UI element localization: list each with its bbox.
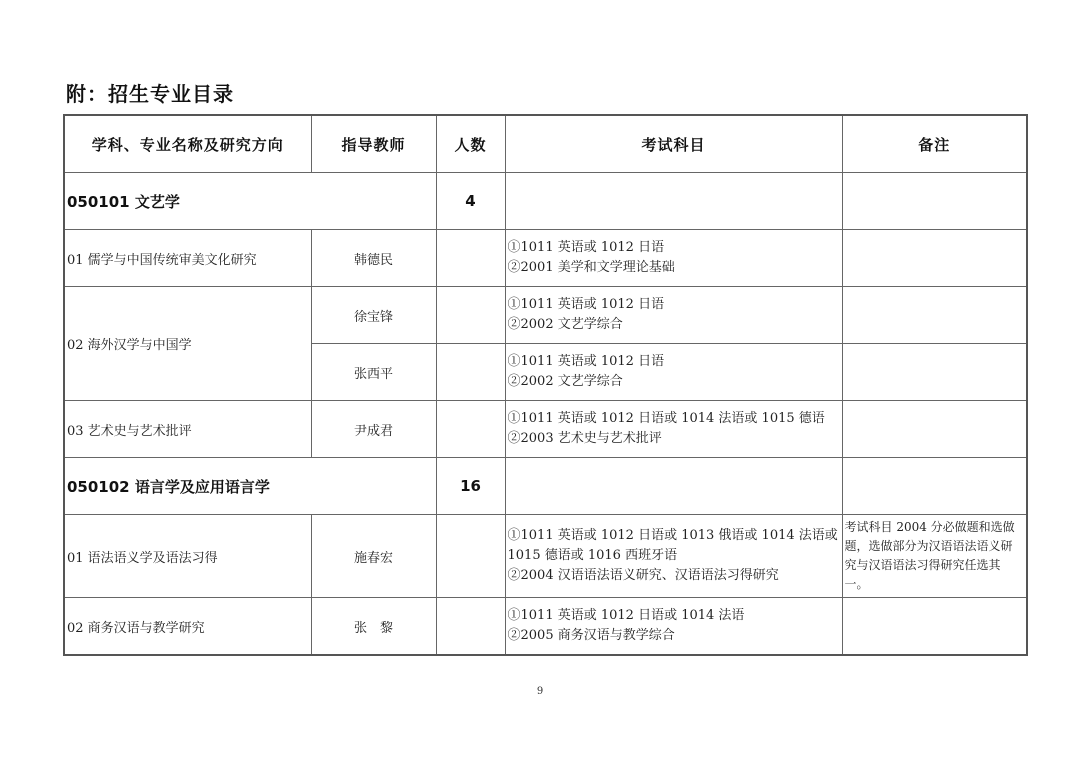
note-cell bbox=[842, 598, 1027, 656]
direction-row bbox=[64, 287, 1027, 344]
exam-subjects bbox=[505, 401, 842, 458]
count-cell bbox=[436, 344, 505, 401]
direction-row bbox=[64, 401, 1027, 458]
direction-row bbox=[64, 515, 1027, 598]
major-name: 050102 语言学及应用语言学 bbox=[64, 458, 436, 515]
supervisor-name: 张西平 bbox=[311, 344, 436, 401]
major-name: 050101 文艺学 bbox=[64, 173, 436, 230]
exam-line: ①1011 英语或 1012 日语 bbox=[507, 297, 665, 312]
admissions-catalog-table bbox=[63, 114, 1028, 656]
supervisor-name: 徐宝锋 bbox=[311, 287, 436, 344]
note-cell bbox=[842, 344, 1027, 401]
major-count: 4 bbox=[436, 173, 505, 230]
note-cell bbox=[842, 401, 1027, 458]
exam-line: ①1011 英语或 1012 日语 bbox=[507, 240, 665, 255]
major-note-cell bbox=[842, 458, 1027, 515]
direction-row bbox=[64, 230, 1027, 287]
note-cell bbox=[842, 515, 1027, 598]
note-cell bbox=[842, 287, 1027, 344]
header-exam-subjects: 考试科目 bbox=[505, 115, 842, 173]
page-heading: 附：招生专业目录 bbox=[66, 82, 234, 106]
header-supervisor: 指导教师 bbox=[311, 115, 436, 173]
direction-name: 02 海外汉学与中国学 bbox=[64, 287, 311, 401]
exam-line: ①1011 英语或 1012 日语 bbox=[507, 354, 665, 369]
exam-line: ②2005 商务汉语与教学综合 bbox=[507, 628, 675, 643]
direction-row bbox=[64, 598, 1027, 656]
major-row bbox=[64, 458, 1027, 515]
supervisor-name: 张 黎 bbox=[311, 598, 436, 656]
supervisor-name: 韩德民 bbox=[311, 230, 436, 287]
exam-subjects bbox=[505, 598, 842, 656]
major-exam-cell bbox=[505, 458, 842, 515]
direction-name: 01 儒学与中国传统审美文化研究 bbox=[64, 230, 311, 287]
supervisor-name: 施春宏 bbox=[311, 515, 436, 598]
exam-subjects bbox=[505, 515, 842, 598]
count-cell bbox=[436, 598, 505, 656]
header-remarks: 备注 bbox=[842, 115, 1027, 173]
exam-line: ①1011 英语或 1012 日语或 1014 法语或 1015 德语 bbox=[507, 411, 825, 426]
note-cell bbox=[842, 230, 1027, 287]
direction-name: 01 语法语义学及语法习得 bbox=[64, 515, 311, 598]
major-note-cell bbox=[842, 173, 1027, 230]
page-number: 9 bbox=[536, 686, 544, 697]
header-major-direction: 学科、专业名称及研究方向 bbox=[64, 115, 311, 173]
direction-name: 02 商务汉语与教学研究 bbox=[64, 598, 311, 656]
exam-subjects bbox=[505, 287, 842, 344]
count-cell bbox=[436, 287, 505, 344]
exam-line: ②2002 文艺学综合 bbox=[507, 374, 623, 389]
note-text: 考试科目 2004 分必做题和选做题，选做部分为汉语语法语义研究与汉语语法习得研究任选其一。 bbox=[844, 520, 1015, 591]
supervisor-name: 尹成君 bbox=[311, 401, 436, 458]
exam-line: ②2002 文艺学综合 bbox=[507, 317, 623, 332]
count-cell bbox=[436, 401, 505, 458]
exam-line: ①1011 英语或 1012 日语或 1014 法语 bbox=[507, 608, 745, 623]
exam-subjects bbox=[505, 230, 842, 287]
count-cell bbox=[436, 230, 505, 287]
direction-name: 03 艺术史与艺术批评 bbox=[64, 401, 311, 458]
count-cell bbox=[436, 515, 505, 598]
major-row bbox=[64, 173, 1027, 230]
exam-subjects bbox=[505, 344, 842, 401]
major-exam-cell bbox=[505, 173, 842, 230]
exam-line: ②2003 艺术史与艺术批评 bbox=[507, 431, 662, 446]
exam-line: ①1011 英语或 1012 日语或 1013 俄语或 1014 法语或 1015 德语或 1016 西班牙语 bbox=[507, 528, 838, 563]
major-count: 16 bbox=[436, 458, 505, 515]
exam-line: ②2004 汉语语法语义研究、汉语语法习得研究 bbox=[507, 568, 779, 583]
header-enrollment: 人数 bbox=[436, 115, 505, 173]
table-header-row bbox=[64, 115, 1027, 173]
exam-line: ②2001 美学和文学理论基础 bbox=[507, 260, 675, 275]
